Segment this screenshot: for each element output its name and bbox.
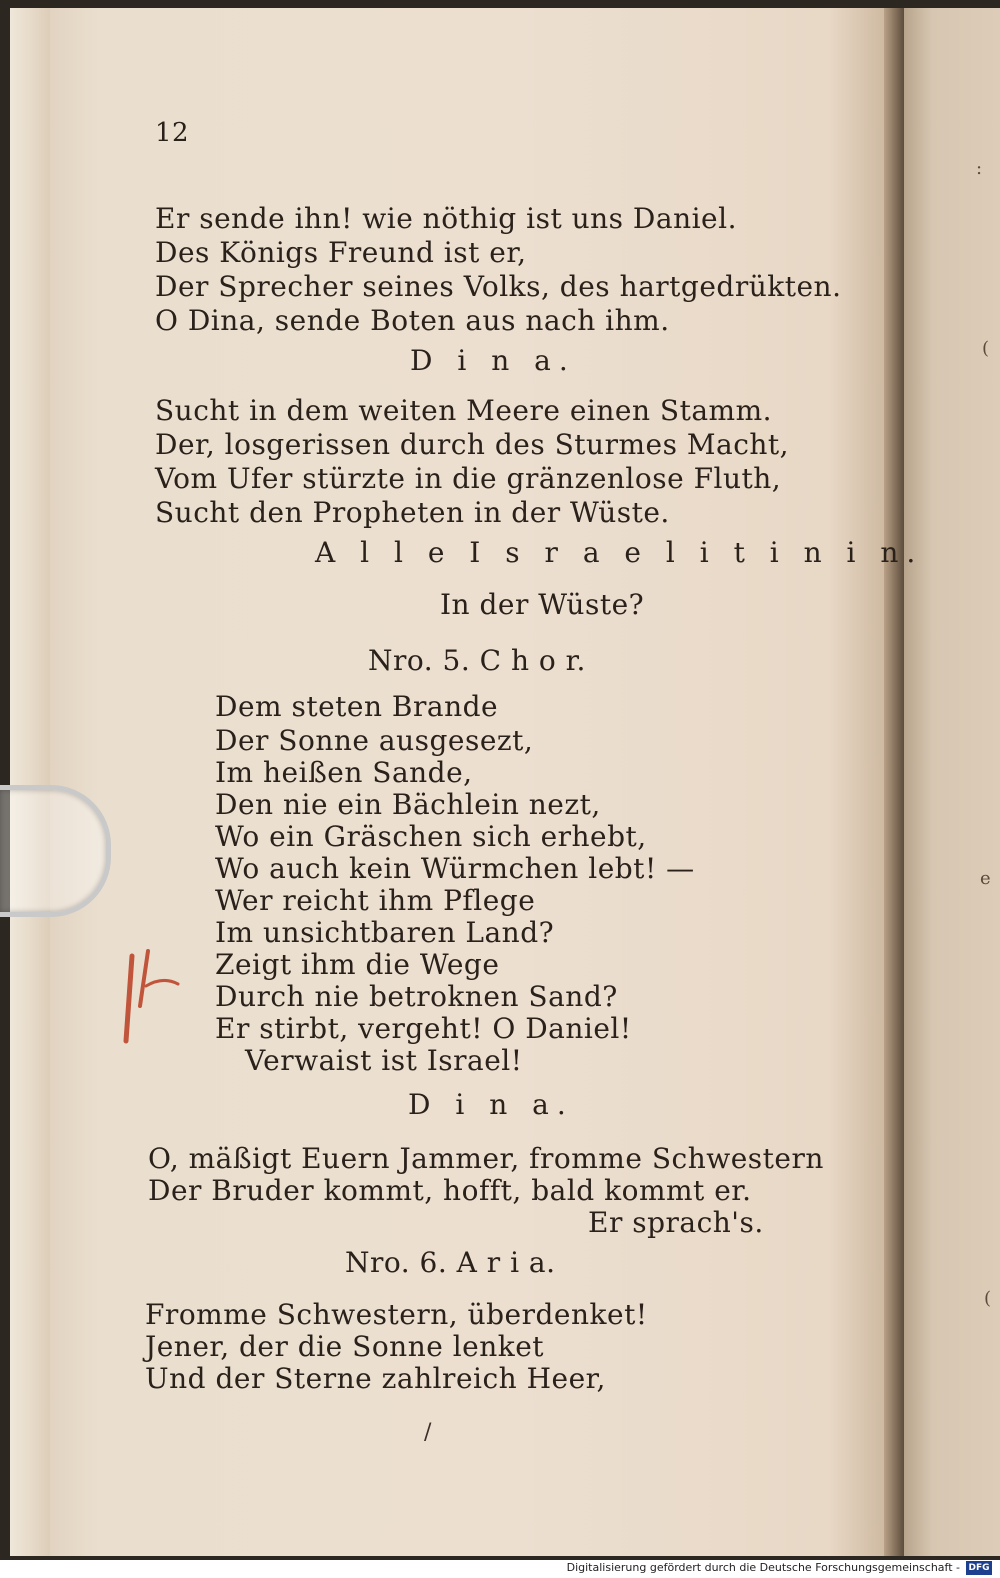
- text-line: Der, losgerissen durch des Sturmes Macht,: [155, 428, 790, 461]
- facing-page: [904, 8, 1000, 1556]
- facing-page-mark: (: [984, 1288, 992, 1309]
- text-line: Er stirbt, vergeht! O Daniel!: [215, 1012, 632, 1045]
- speaker-heading: A l l e I s r a e l i t i n i n.: [315, 536, 924, 569]
- facing-page-mark: :: [976, 158, 983, 179]
- text-line: O, mäßigt Euern Jammer, fromme Schwestern: [148, 1142, 824, 1175]
- text-line: Der Bruder kommt, hofft, bald kommt er.: [148, 1174, 752, 1207]
- text-line: Er sprach's.: [588, 1206, 764, 1239]
- text-line: Vom Ufer stürzte in die gränzenlose Fluth,: [155, 462, 782, 495]
- text-line: Wer reicht ihm Pflege: [215, 884, 536, 917]
- text-line: Zeigt ihm die Wege: [215, 948, 500, 981]
- text-line: Wo ein Gräschen sich erhebt,: [215, 820, 647, 853]
- text-line: Sucht den Propheten in der Wüste.: [155, 496, 670, 529]
- gutter-shadow: [884, 8, 904, 1556]
- text-line: Jener, der die Sonne lenket: [145, 1330, 545, 1363]
- text-line: Im unsichtbaren Land?: [215, 916, 555, 949]
- text-line: Dem steten Brande: [215, 690, 499, 723]
- ink-mark: /: [424, 1420, 432, 1445]
- red-pencil-annotation: [118, 946, 198, 1046]
- speaker-heading: D i n a.: [408, 1088, 574, 1121]
- page-number: 12: [155, 118, 190, 148]
- text-line: Er sende ihn! wie nöthig ist uns Daniel.: [155, 202, 737, 235]
- facing-page-mark: e: [980, 868, 991, 889]
- text-line: Des Königs Freund ist er,: [155, 236, 527, 269]
- dfg-logo: DFG: [966, 1561, 992, 1575]
- text-line: Wo auch kein Würmchen lebt! —: [215, 852, 695, 885]
- text-line: Sucht in dem weiten Meere einen Stamm.: [155, 394, 773, 427]
- facing-page-mark: (: [982, 338, 990, 359]
- text-line: O Dina, sende Boten aus nach ihm.: [155, 304, 670, 337]
- speaker-heading: D i n a.: [410, 344, 576, 377]
- text-line: Und der Sterne zahlreich Heer,: [145, 1362, 606, 1395]
- text-line: Den nie ein Bächlein nezt,: [215, 788, 601, 821]
- page-clip: [0, 785, 111, 917]
- text-line: In der Wüste?: [440, 588, 645, 621]
- text-line: Im heißen Sande,: [215, 756, 473, 789]
- section-heading: Nro. 6. A r i a.: [345, 1246, 556, 1279]
- text-line: Der Sonne ausgesezt,: [215, 724, 534, 757]
- footer-credit: Digitalisierung gefördert durch die Deutsche Forschungsgemeinschaft -: [566, 1561, 960, 1574]
- text-line: Durch nie betroknen Sand?: [215, 980, 618, 1013]
- text-line: Verwaist ist Israel!: [245, 1044, 523, 1077]
- text-line: Fromme Schwestern, überdenket!: [145, 1298, 648, 1331]
- text-line: Der Sprecher seines Volks, des hartgedrükten.: [155, 270, 842, 303]
- section-heading: Nro. 5. C h o r.: [368, 644, 586, 677]
